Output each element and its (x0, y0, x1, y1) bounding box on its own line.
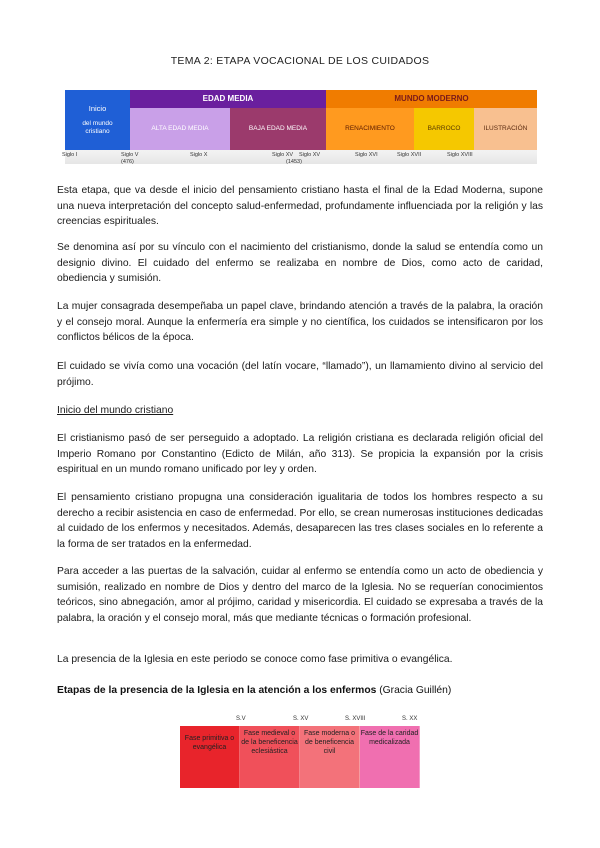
paragraph-mujer-consagrada: La mujer consagrada desempeñaba un papel clave, brindando atención a través de la palabra, la oración y el consejo moral. Aunque la enfermería era simple y no científica, los cuidados se intensificaron por los conflictos bélicos de la época. (57, 301, 543, 344)
phase-label-sxv: S. XV (293, 716, 309, 722)
timeline-ilustracion: ILUSTRACIÓN (474, 108, 537, 150)
section-heading-inicio: Inicio del mundo cristiano (57, 405, 174, 416)
tick-siglo-i: Siglo I (62, 152, 78, 158)
timeline-inicio-sub: del mundo cristiano (82, 119, 113, 135)
paragraph-intro: Esta etapa, que va desde el inicio del pensamiento cristiano hasta el final de la Edad Moderna, supone una nueva interpretación del concepto salud-enfermedad, profundamente influenciada por la religión y las creencias espirituales. (57, 185, 543, 228)
tick-siglo-xv-a: Siglo XV (272, 152, 294, 158)
tick-1453: (1453) (286, 159, 302, 165)
timeline-edad-media: EDAD MEDIA (130, 90, 326, 108)
etapas-heading-author: (Gracia Guillén) (376, 685, 452, 696)
tick-476: (476) (121, 159, 134, 165)
phases-diagram (180, 726, 420, 788)
timeline-baja-edad-media: BAJA EDAD MEDIA (230, 108, 326, 150)
timeline-inicio-head: Inicio (88, 103, 107, 113)
etapas-heading (57, 683, 543, 699)
timeline-inicio-block (65, 90, 130, 150)
paragraph-denominacion: Se denomina así por su vínculo con el nacimiento del cristianismo, donde la salud se entendía como un designio divino. El cuidado del enfermo se realizaba en nombre de Dios, como acto de caridad, obediencia y sumisión. (57, 242, 543, 285)
etapas-heading-bold: Etapas de la presencia de la Iglesia en la atención a los enfermos (57, 685, 377, 696)
timeline-renacimiento: RENACIMIENTO (326, 108, 414, 150)
paragraph-vocacion: El cuidado se vivía como una vocación (del latín vocare, “llamado”), un llamamiento divino al servicio del prójimo. (57, 361, 543, 388)
page-title: TEMA 2: ETAPA VOCACIONAL DE LOS CUIDADOS (170, 55, 430, 67)
tick-siglo-xvii: Siglo XVII (397, 152, 422, 158)
phase-label-sv: S.V (236, 716, 246, 722)
timeline-alta-edad-media: ALTA EDAD MEDIA (130, 108, 230, 150)
timeline-barroco: BARROCO (414, 108, 474, 150)
history-timeline (65, 90, 537, 150)
phase-label-sxx: S. XX (402, 716, 418, 722)
paragraph-presencia: La presencia de la Iglesia en este periodo se conoce como fase primitiva o evangélica. (57, 654, 453, 665)
paragraph-pensamiento: El pensamiento cristiano propugna una consideración igualitaria de todos los hombres respecto a su derecho a recibir asistencia en caso de enfermedad. Por ello, se crean numerosas instituciones dedicadas al cuidado de los enfermos y necesitados. Además, desaparecen las tres clases sociales en lo referente a la forma de ser tratados en la enfermedad. (57, 492, 543, 550)
tick-siglo-v: Siglo V (121, 152, 139, 158)
paragraph-cristianismo: El cristianismo pasó de ser perseguido a adoptado. La religión cristiana es declarada religión oficial del Imperio Romano por Constantino (Edicto de Milán, año 313). Se propicia la expansión por la crisis espiritual en un mundo romano unificado por ley y orden. (57, 433, 543, 476)
phase-label-sxviii: S. XVIII (345, 716, 366, 722)
phase-medieval: Fase medieval o de la beneficencia eclesiástica (240, 726, 300, 788)
tick-siglo-xv-b: Siglo XV (299, 152, 321, 158)
tick-siglo-x: Siglo X (190, 152, 208, 158)
tick-siglo-xvi: Siglo XVI (355, 152, 378, 158)
phase-medicalizada: Fase de la caridad medicalizada (360, 726, 420, 788)
phase-moderna: Fase moderna o de beneficencia civil (300, 726, 360, 788)
phase-primitiva: Fase primitiva o evangélica (180, 726, 240, 788)
paragraph-salvacion: Para acceder a las puertas de la salvación, cuidar al enfermo se entendía como un acto de obediencia y sumisión, realizado en nombre de Dios y dentro del marco de la Iglesia. No se requerían conocimientos teóricos, sino abnegación, amor al prójimo, caridad y misericordia. El cuidado se expresaba a través de la palabra, la oración y el consejo moral, más que mediante técnicas o formación profesional. (57, 566, 543, 624)
phase-century-labels (180, 716, 425, 726)
tick-siglo-xviii: Siglo XVIII (447, 152, 473, 158)
timeline-mundo-moderno: MUNDO MODERNO (326, 90, 537, 108)
